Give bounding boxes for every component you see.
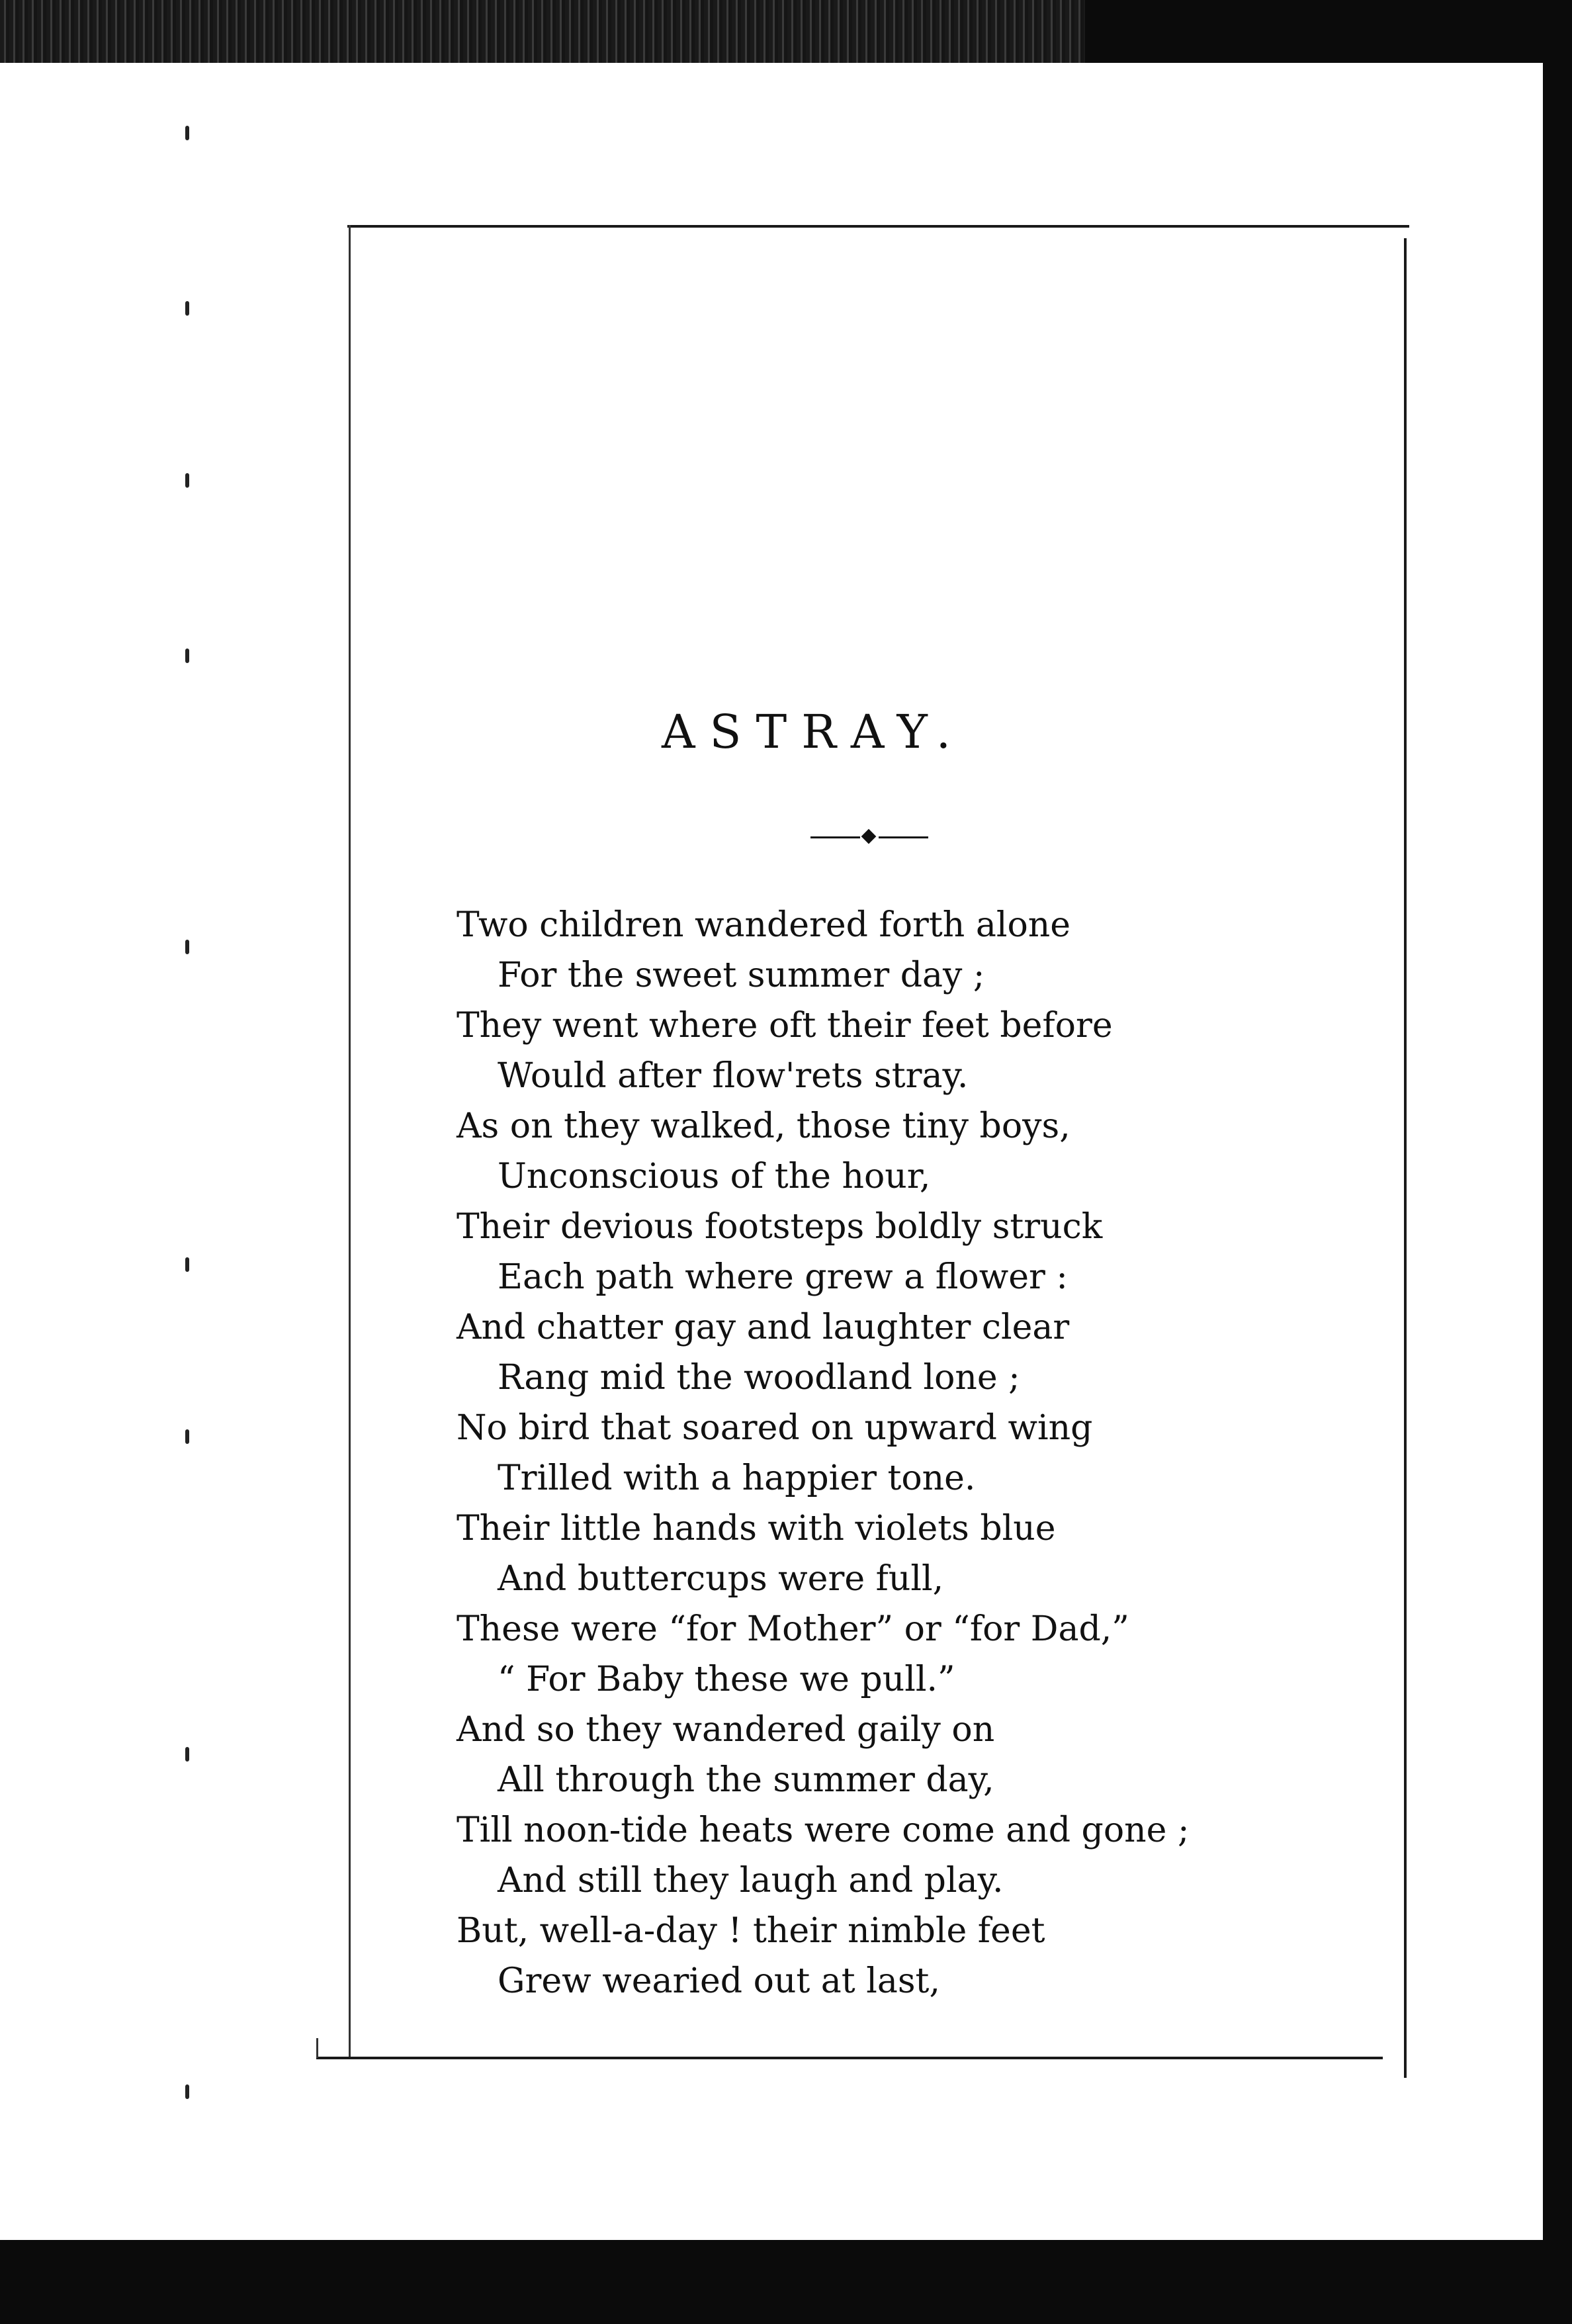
poem-line: And buttercups were full, xyxy=(498,1559,944,1599)
frame-border-corner xyxy=(316,2038,318,2058)
poem-line: And so they wandered gaily on xyxy=(457,1710,995,1750)
binding-stitches xyxy=(180,126,200,2111)
frame-border-top xyxy=(347,225,1409,228)
frame-border-left xyxy=(349,225,351,2058)
stitch-mark xyxy=(185,1257,189,1272)
frame-border-right xyxy=(1404,238,1407,2078)
title-ornament xyxy=(810,827,930,847)
poem-line: “ For Baby these we pull.” xyxy=(498,1660,955,1699)
stitch-mark xyxy=(185,301,189,316)
stitch-mark xyxy=(185,1747,189,1762)
poem-line: For the sweet summer day ; xyxy=(498,956,985,995)
poem-line: These were “for Mother” or “for Dad,” xyxy=(457,1609,1129,1649)
poem-line: Two children wandered forth alone xyxy=(457,905,1071,945)
frame-border-bottom xyxy=(316,2057,1383,2059)
poem-line: As on they walked, those tiny boys, xyxy=(457,1106,1070,1146)
poem-line: Rang mid the woodland lone ; xyxy=(498,1358,1020,1398)
scan-top-edge xyxy=(0,0,1085,63)
poem-line: No bird that soared on upward wing xyxy=(457,1408,1093,1448)
stitch-mark xyxy=(185,648,189,663)
poem-line: Trilled with a happier tone. xyxy=(498,1458,976,1498)
poem-title: ASTRAY. xyxy=(662,705,966,759)
poem-line: And still they laugh and play. xyxy=(498,1861,1004,1900)
stitch-mark xyxy=(185,126,189,140)
poem-body xyxy=(457,900,1383,2006)
poem-line: Till noon-tide heats were come and gone ; xyxy=(457,1810,1190,1850)
poem-line: Would after flow'rets stray. xyxy=(498,1056,969,1096)
poem-line: Grew wearied out at last, xyxy=(498,1961,940,2001)
poem-line: Their devious footsteps boldly struck xyxy=(457,1207,1103,1247)
poem-line: They went where oft their feet before xyxy=(457,1006,1113,1046)
poem-line: And chatter gay and laughter clear xyxy=(457,1308,1070,1347)
poem-line: Unconscious of the hour, xyxy=(498,1157,931,1196)
poem-line: Each path where grew a flower : xyxy=(498,1257,1068,1297)
stitch-mark xyxy=(185,940,189,954)
diamond-icon xyxy=(861,829,877,844)
stitch-mark xyxy=(185,1429,189,1444)
stitch-mark xyxy=(185,473,189,488)
ornament-rule-left xyxy=(810,836,860,838)
stitch-mark xyxy=(185,2084,189,2099)
poem-line: All through the summer day, xyxy=(498,1760,994,1800)
poem-line: Their little hands with violets blue xyxy=(457,1509,1056,1548)
ornament-rule-right xyxy=(879,836,928,838)
poem-line: But, well-a-day ! their nimble feet xyxy=(457,1911,1045,1951)
